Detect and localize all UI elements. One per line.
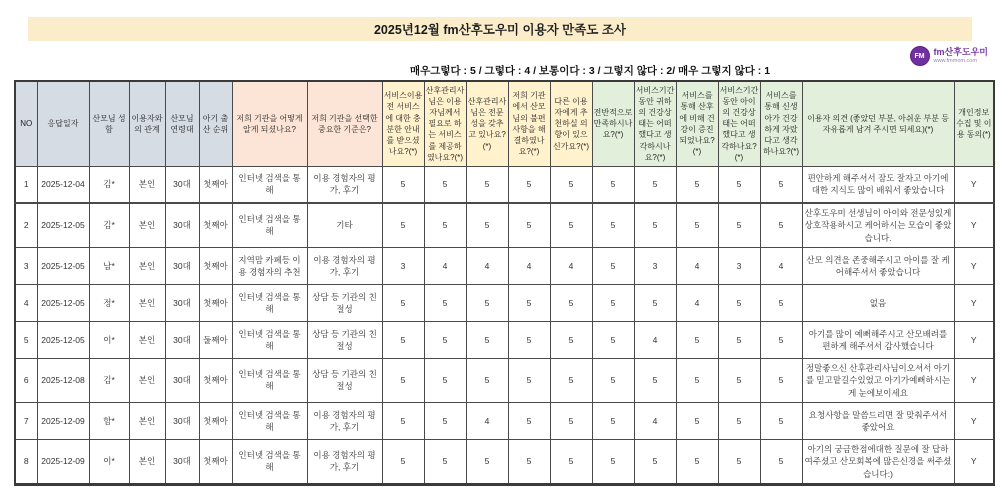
no-cell: 6 bbox=[15, 358, 37, 402]
no-cell: 7 bbox=[15, 402, 37, 439]
score-cell: 5 bbox=[508, 203, 550, 247]
birth_order-cell: 둘째아 bbox=[199, 321, 232, 358]
name-cell: 정* bbox=[89, 284, 129, 321]
age-cell: 30대 bbox=[165, 203, 199, 247]
score-cell: 5 bbox=[676, 439, 718, 484]
no-cell: 2 bbox=[15, 203, 37, 247]
score-cell: 4 bbox=[550, 247, 592, 284]
score-cell: 5 bbox=[634, 439, 676, 484]
date-cell: 2025-12-09 bbox=[37, 439, 89, 484]
score-cell: 5 bbox=[634, 358, 676, 402]
col-header-score7: 서비스를 통해 산후에 비해 건강이 증진되었나요?(*) bbox=[676, 81, 718, 166]
opinion-cell: 아기를 많이 예뻐해주시고 산모배려를 편하게 해주셔서 감사했습니다 bbox=[802, 321, 954, 358]
score-cell: 4 bbox=[676, 284, 718, 321]
col-header-score6: 서비스기간 동안 귀하의 건강상태는 어떠했다고 생각하시나요?(*) bbox=[634, 81, 676, 166]
opinion-cell: 산모 의견을 존중해주시고 아이를 잘 케어해주셔서 좋았습니다 bbox=[802, 247, 954, 284]
age-cell: 30대 bbox=[165, 284, 199, 321]
age-cell: 30대 bbox=[165, 321, 199, 358]
col-header-criteria: 저희 기관을 선택한 중요한 기준은? bbox=[307, 81, 382, 166]
score-cell: 4 bbox=[424, 247, 466, 284]
score-cell: 5 bbox=[634, 166, 676, 203]
score-cell: 5 bbox=[592, 284, 634, 321]
score-cell: 5 bbox=[760, 203, 802, 247]
age-cell: 30대 bbox=[165, 358, 199, 402]
score-cell: 5 bbox=[718, 166, 760, 203]
col-header-score1: 산후관리사님은 이용자님께서 필요로 하는 서비스를 제공하였나요?(*) bbox=[424, 81, 466, 166]
score-cell: 5 bbox=[760, 284, 802, 321]
col-header-age: 산모님 연령대 bbox=[165, 81, 199, 166]
date-cell: 2025-12-09 bbox=[37, 402, 89, 439]
how_found-cell: 인터넷 검색을 통해 bbox=[232, 402, 307, 439]
score-cell: 5 bbox=[718, 439, 760, 484]
criteria-cell: 상담 등 기관의 친절성 bbox=[307, 358, 382, 402]
col-header-no: NO bbox=[15, 81, 37, 166]
score-cell: 5 bbox=[550, 402, 592, 439]
col-header-name: 산모님 성함 bbox=[89, 81, 129, 166]
how_found-cell: 인터넷 검색을 통해 bbox=[232, 203, 307, 247]
fm-logo-url: www.fmmom.com bbox=[933, 57, 977, 64]
consent-cell: Y bbox=[954, 321, 994, 358]
criteria-cell: 이용 경험자의 평가, 후기 bbox=[307, 439, 382, 484]
score-cell: 4 bbox=[466, 402, 508, 439]
score-cell: 5 bbox=[508, 321, 550, 358]
opinion-cell: 없음 bbox=[802, 284, 954, 321]
score-cell: 5 bbox=[592, 402, 634, 439]
birth_order-cell: 첫째아 bbox=[199, 358, 232, 402]
score-cell: 5 bbox=[550, 439, 592, 484]
birth_order-cell: 첫째아 bbox=[199, 203, 232, 247]
birth_order-cell: 첫째아 bbox=[199, 166, 232, 203]
birth_order-cell: 첫째아 bbox=[199, 439, 232, 484]
opinion-cell: 산후도우미 선생님이 아이와 전문성있게 상호작용하시고 케어하시는 모습이 좋았습니다. bbox=[802, 203, 954, 247]
criteria-cell: 이용 경험자의 평가, 후기 bbox=[307, 247, 382, 284]
score-cell: 5 bbox=[508, 439, 550, 484]
col-header-score4: 다른 이용자에게 추천하실 의향이 있으신가요?(*) bbox=[550, 81, 592, 166]
score-cell: 5 bbox=[382, 439, 424, 484]
no-cell: 5 bbox=[15, 321, 37, 358]
score-cell: 5 bbox=[718, 203, 760, 247]
score-cell: 4 bbox=[676, 247, 718, 284]
name-cell: 남* bbox=[89, 247, 129, 284]
score-cell: 5 bbox=[424, 166, 466, 203]
consent-cell: Y bbox=[954, 439, 994, 484]
score-cell: 5 bbox=[760, 166, 802, 203]
table-row bbox=[15, 166, 994, 203]
col-header-birth_order: 아기 출산 순위 bbox=[199, 81, 232, 166]
opinion-cell: 편안하게 해주셔서 잠도 잘자고 아기에 대한 지식도 많이 배워서 좋았습니다 bbox=[802, 166, 954, 203]
score-cell: 5 bbox=[466, 358, 508, 402]
score-cell: 5 bbox=[382, 321, 424, 358]
score-cell: 5 bbox=[382, 402, 424, 439]
score-cell: 5 bbox=[676, 358, 718, 402]
how_found-cell: 인터넷 검색을 통해 bbox=[232, 321, 307, 358]
how_found-cell: 지역맘 카페등 이용 경험자의 추천 bbox=[232, 247, 307, 284]
age-cell: 30대 bbox=[165, 166, 199, 203]
birth_order-cell: 첫째아 bbox=[199, 402, 232, 439]
relation-cell: 본인 bbox=[129, 203, 165, 247]
score-cell: 5 bbox=[760, 402, 802, 439]
no-cell: 1 bbox=[15, 166, 37, 203]
col-header-score2: 산후관리사님은 전문성을 갖추고 있나요?(*) bbox=[466, 81, 508, 166]
score-cell: 5 bbox=[634, 203, 676, 247]
table-row bbox=[15, 284, 994, 321]
score-cell: 5 bbox=[382, 284, 424, 321]
score-cell: 4 bbox=[634, 402, 676, 439]
score-cell: 3 bbox=[634, 247, 676, 284]
col-header-date: 응답일자 bbox=[37, 81, 89, 166]
no-cell: 8 bbox=[15, 439, 37, 484]
table-row bbox=[15, 358, 994, 402]
col-header-score8: 서비스기간 동안 아이의 건강상태는 어떠했다고 생각하나요?(*) bbox=[718, 81, 760, 166]
col-header-score5: 전반적으로 만족하시나요?(*) bbox=[592, 81, 634, 166]
score-cell: 5 bbox=[718, 321, 760, 358]
score-cell: 3 bbox=[718, 247, 760, 284]
relation-cell: 본인 bbox=[129, 439, 165, 484]
birth_order-cell: 첫째아 bbox=[199, 247, 232, 284]
criteria-cell: 상담 등 기관의 친절성 bbox=[307, 321, 382, 358]
score-cell: 5 bbox=[508, 284, 550, 321]
col-header-consent: 개인정보 수집 및 이용 동의(*) bbox=[954, 81, 994, 166]
score-cell: 5 bbox=[718, 402, 760, 439]
consent-cell: Y bbox=[954, 402, 994, 439]
date-cell: 2025-12-05 bbox=[37, 284, 89, 321]
col-header-relation: 이용자와의 관계 bbox=[129, 81, 165, 166]
header-row bbox=[15, 81, 994, 166]
opinion-cell: 요청사항을 말씀드리면 잘 맞춰주셔서 좋았어요 bbox=[802, 402, 954, 439]
age-cell: 30대 bbox=[165, 402, 199, 439]
opinion-cell: 정말좋으신 산후관리사님이오셔서 아기를 믿고맡길수있었고 아기가예뻐하시는 게 눈에보이세요 bbox=[802, 358, 954, 402]
relation-cell: 본인 bbox=[129, 247, 165, 284]
score-cell: 4 bbox=[634, 321, 676, 358]
col-header-score3: 저희 기관에서 산모님의 불편사항을 해결하였나요?(*) bbox=[508, 81, 550, 166]
page-title: 2025년12월 fm산후도우미 이용자 만족도 조사 bbox=[28, 17, 972, 41]
score-cell: 4 bbox=[760, 247, 802, 284]
name-cell: 김* bbox=[89, 166, 129, 203]
score-cell: 5 bbox=[592, 247, 634, 284]
score-cell: 5 bbox=[718, 284, 760, 321]
score-cell: 5 bbox=[466, 166, 508, 203]
name-cell: 김* bbox=[89, 358, 129, 402]
criteria-cell: 이용 경험자의 평가, 후기 bbox=[307, 166, 382, 203]
criteria-cell: 이용 경험자의 평가, 후기 bbox=[307, 402, 382, 439]
date-cell: 2025-12-05 bbox=[37, 247, 89, 284]
consent-cell: Y bbox=[954, 284, 994, 321]
name-cell: 함* bbox=[89, 402, 129, 439]
col-header-opinion: 이용자 의견 (좋았던 부분, 아쉬운 부분 등 자유롭게 남겨 주시면 되세요)(*) bbox=[802, 81, 954, 166]
score-cell: 5 bbox=[424, 439, 466, 484]
score-cell: 5 bbox=[466, 284, 508, 321]
fm-shield-icon: FM bbox=[910, 46, 930, 66]
how_found-cell: 인터넷 검색을 통해 bbox=[232, 166, 307, 203]
score-cell: 4 bbox=[466, 247, 508, 284]
survey-table bbox=[14, 80, 995, 486]
name-cell: 이* bbox=[89, 439, 129, 484]
score-cell: 5 bbox=[424, 358, 466, 402]
score-cell: 5 bbox=[424, 402, 466, 439]
score-cell: 5 bbox=[550, 203, 592, 247]
score-cell: 5 bbox=[466, 321, 508, 358]
how_found-cell: 인터넷 검색을 통해 bbox=[232, 284, 307, 321]
criteria-cell: 상담 등 기관의 친절성 bbox=[307, 284, 382, 321]
how_found-cell: 인터넷 검색을 통해 bbox=[232, 358, 307, 402]
score-cell: 5 bbox=[508, 358, 550, 402]
score-cell: 5 bbox=[676, 321, 718, 358]
score-cell: 5 bbox=[508, 402, 550, 439]
score-cell: 5 bbox=[718, 358, 760, 402]
relation-cell: 본인 bbox=[129, 166, 165, 203]
score-cell: 5 bbox=[508, 166, 550, 203]
consent-cell: Y bbox=[954, 358, 994, 402]
score-cell: 5 bbox=[592, 203, 634, 247]
score-cell: 5 bbox=[592, 321, 634, 358]
score-cell: 5 bbox=[592, 358, 634, 402]
col-header-score9: 서비스를 통해 신생아가 건강하게 자랐다고 생각하나요?(*) bbox=[760, 81, 802, 166]
score-cell: 5 bbox=[466, 203, 508, 247]
table-body bbox=[15, 166, 994, 484]
date-cell: 2025-12-04 bbox=[37, 166, 89, 203]
age-cell: 30대 bbox=[165, 439, 199, 484]
score-cell: 4 bbox=[508, 247, 550, 284]
score-cell: 5 bbox=[676, 402, 718, 439]
score-cell: 5 bbox=[424, 203, 466, 247]
score-cell: 5 bbox=[424, 321, 466, 358]
table-row bbox=[15, 203, 994, 247]
score-cell: 3 bbox=[382, 247, 424, 284]
score-cell: 5 bbox=[676, 166, 718, 203]
score-cell: 5 bbox=[592, 439, 634, 484]
col-header-how_found: 저희 기관을 어떻게 알게 되셨나요? bbox=[232, 81, 307, 166]
table-row bbox=[15, 439, 994, 484]
score-cell: 5 bbox=[760, 321, 802, 358]
score-cell: 5 bbox=[760, 358, 802, 402]
rating-legend: 매우그렇다 : 5 / 그렇다 : 4 / 보통이다 : 3 / 그렇지 않다 : 2/ 매우 그렇지 않다 : 1 bbox=[409, 65, 771, 77]
date-cell: 2025-12-05 bbox=[37, 321, 89, 358]
score-cell: 5 bbox=[676, 203, 718, 247]
table-row bbox=[15, 247, 994, 284]
criteria-cell: 기타 bbox=[307, 203, 382, 247]
opinion-cell: 아기의 궁금한점에대한 질문에 잘 답하여주셨고 산모회복에 많은신경을 써주셨습니다:) bbox=[802, 439, 954, 484]
relation-cell: 본인 bbox=[129, 402, 165, 439]
relation-cell: 본인 bbox=[129, 284, 165, 321]
age-cell: 30대 bbox=[165, 247, 199, 284]
score-cell: 5 bbox=[382, 203, 424, 247]
birth_order-cell: 첫째아 bbox=[199, 284, 232, 321]
score-cell: 5 bbox=[550, 166, 592, 203]
table-row bbox=[15, 402, 994, 439]
score-cell: 5 bbox=[550, 358, 592, 402]
name-cell: 김* bbox=[89, 203, 129, 247]
score-cell: 5 bbox=[382, 358, 424, 402]
score-cell: 5 bbox=[550, 284, 592, 321]
relation-cell: 본인 bbox=[129, 321, 165, 358]
name-cell: 이* bbox=[89, 321, 129, 358]
fm-logo-text bbox=[934, 48, 988, 64]
score-cell: 5 bbox=[382, 166, 424, 203]
consent-cell: Y bbox=[954, 247, 994, 284]
relation-cell: 본인 bbox=[129, 358, 165, 402]
table-row bbox=[15, 321, 994, 358]
consent-cell: Y bbox=[954, 203, 994, 247]
date-cell: 2025-12-08 bbox=[37, 358, 89, 402]
table-header bbox=[15, 81, 994, 166]
score-cell: 5 bbox=[466, 439, 508, 484]
score-cell: 5 bbox=[550, 321, 592, 358]
score-cell: 5 bbox=[424, 284, 466, 321]
no-cell: 3 bbox=[15, 247, 37, 284]
how_found-cell: 인터넷 검색을 통해 bbox=[232, 439, 307, 484]
no-cell: 4 bbox=[15, 284, 37, 321]
date-cell: 2025-12-05 bbox=[37, 203, 89, 247]
col-header-score0: 서비스이용 전 서비스에 대한 충분한 안내를 받으셨나요?(*) bbox=[382, 81, 424, 166]
score-cell: 5 bbox=[634, 284, 676, 321]
consent-cell: Y bbox=[954, 166, 994, 203]
score-cell: 5 bbox=[592, 166, 634, 203]
score-cell: 5 bbox=[760, 439, 802, 484]
fm-logo-name: fm산후도우미 bbox=[933, 47, 988, 58]
